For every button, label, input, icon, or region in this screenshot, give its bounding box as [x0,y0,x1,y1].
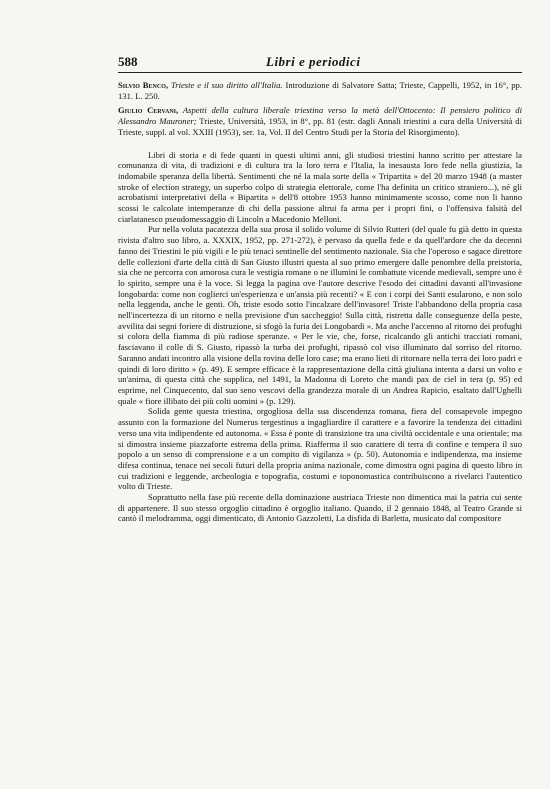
bib-title: Aspetti della cultura liberale triestina verso la metà dell'Ottocento: Il pensiero politico di Alessandro Mauroner; [118,105,522,127]
bib-author: Giulio Cervani, [118,105,179,116]
bibliography-entry [118,80,522,101]
bibliography-entry [118,105,522,137]
body-paragraph: Soprattutto nella fase più recente della dominazione austriaca Trieste non dimentica mai la patria cui sente di appartenere. Il suo stesso orgoglio cittadino è orgoglio italiano. Quando, il 2 gennaio 1848, al Teatro Grande si cantò il melodramma, oggi dimenticato, di Antonio Gazzoletti, La disfida di Barletta, musicato dal compositore [118,492,522,524]
page-header [118,54,518,68]
header-rule [118,72,522,73]
body-paragraph: Solida gente questa triestina, orgogliosa della sua discendenza romana, fiera del consapevole impegno assunto con la formazione del Numerus tergestinus a ingagliardire il carattere e a favorire la tendenza dei cittadini verso una vita indipendente ed autonoma. « Essa è ponte di transizione tra una civiltà occidentale e una orientale; ma si dimostra insieme piazzaforte estrema della prima. Riafferma il suo carattere di terra di confine e tempera il suo popolo a un senso di comprensione e a un compito di vigilanza » (p. 50). Autonomia e indipendenza, ma insieme difesa continua, tenace nei secoli futuri della propria anima nazionale, come dimostra ogni pagina di questo libro in cui tradizioni e leggende, archeologia e topografia, costumi e toponomastica contribuiscono a rivelarci l'autentico volto di Trieste. [118,406,522,492]
bib-details: Introduzione di Salvatore Satta; Trieste, Cappelli, 1952, in 16°, pp. 131. L. 250. [118,80,522,101]
bib-details: Trieste, Università, 1953, in 8°, pp. 81 (estr. dagli Annali triestini a cura della Università di Trieste, suppl. al vol. XXIII (1953), ser. 1a, Vol. II del Centro Studi per la Storia del Risorgimento). [118,116,522,137]
section-gap [118,142,522,150]
body-paragraph: Libri di storia e di fede quanti in questi ultimi anni, gli studiosi triestini hanno scritto per attestare la comunanza di vita, di tradizioni e di cultura tra la loro terra e l'Italia, la inesausta loro fede nella giustizia, la indomabile speranza della libertà. Sentimenti che né la mala sorte della « Tripartita » del 20 marzo 1948 (a master stroke of election strategy, un superbo colpo di strategia elettorale, come l'ha definita un critico straniero...), né gli acrobatismi interpretativi della « Bipartita » dell'8 ottobre 1953 hanno minimamente scosso, come non li hanno scossi le calcolate intemperanze di chi della passione altrui fa arma per i propri fini, o l'offensiva falsità del ciarlatanesco pseudomessaggio di Lincoln a Macedonio Melloni. [118,149,522,224]
body-paragraph: Pur nella voluta pacatezza della sua prosa il solido volume di Silvio Rutteri (del quale fu già detto in questa rivista d'altro suo libro, a. XXXIX, 1952, pp. 271-272), è pervaso da quella fede e da quell'ardore che da decenni fanno dei Triestini le più vigili e le più tenaci sentinelle del sentimento nazionale. Sia che l'operoso e sagace direttore delle collezioni d'arte della città di San Giusto illustri questa al suo primo emergere dalle penombre della preistoria, sia che ne percorra con amorosa cura le vestigia romane o ne illumini le combattute vicende medievali, sempre uno è lo spirito, sempre una è la voce. Si legga la pagina ove l'autore descrive l'esodo dei cittadini davanti all'invasione longobarda: come non coglierci un'esperienza e un'ansia più recenti? « E con i corpi dei Santi esularono, e non solo nella leggenda, anche le genti. Oh, triste esodo sotto l'incalzare dell'invasore! Triste l'abbandono della propria casa nell'incertezza di un ritorno e nella previsione d'un saccheggio! Sulla città, ristretta dalle conseguenze della peste, avvilita dai segni foriere di distruzione, si sfogò la furia dei Longobardi ». Ma anche l'accenno al ritorno dei profughi si colora della fiamma di più radiose speranze. « Per le vie, che, forse, ricalcando gli antichi tracciati romani, fasciavano il colle di S. Giusto, ripassò la turba dei profughi, ripassò col viso illuminato dal sorriso del ritorno. Saranno andati incontro alla visione della rovina delle loro case; ma erano lieti di ritornare nella terra dei loro padri e quindi di loro diritto » (p. 49). E sempre efficace è la rappresentazione della città giuliana intenta a darsi un volto e un'anima, di questa città che supplica, nel 1491, la Madonna di Loreto che mandi pax de ciel in tera (p. 95) ed esprime, nel Cinquecento, dal suo seno vescovi della grandezza morale di un Andrea Rapicio, esaltato dall'Ughelli quale « fiore illibato dei più colti uomini » (p. 129). [118,224,522,406]
page-number: 588 [118,54,138,69]
page-body [118,80,522,524]
bib-title: Trieste e il suo diritto all'Italia. [170,80,283,90]
running-head: Libri e periodici [266,54,361,69]
bib-author: Silvio Benco, [118,80,169,90]
